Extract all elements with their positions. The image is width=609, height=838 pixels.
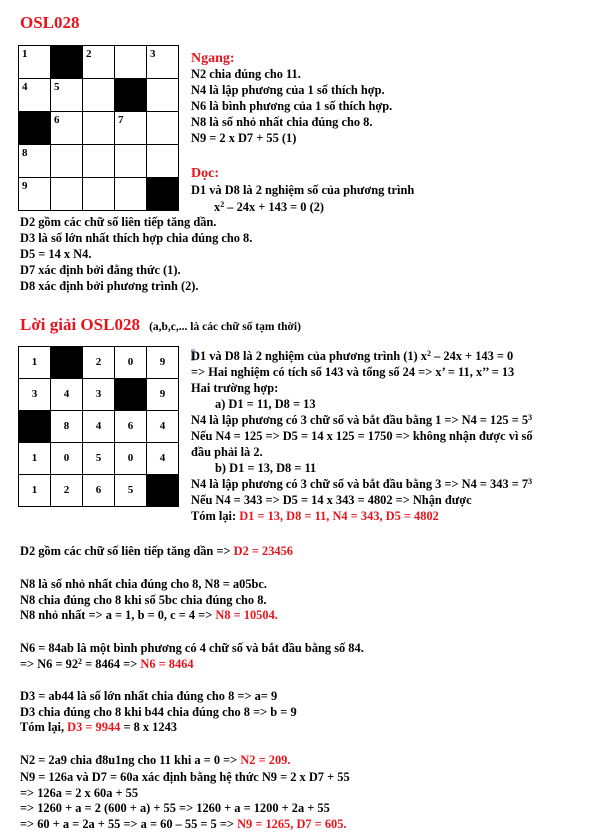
solution-digit: 1 — [19, 443, 51, 475]
solution-row — [19, 411, 179, 443]
solution-grid — [18, 346, 179, 507]
solution-digit: 2 — [83, 347, 115, 379]
d2-section — [20, 545, 293, 557]
clue-line: D7 xác định bởi đẳng thức (1). — [20, 263, 181, 277]
grid-cell — [83, 178, 115, 211]
clue-number: 6 — [54, 114, 60, 126]
analysis-line-7: đầu phải là 2. — [191, 445, 263, 459]
d2-result: D2 = 23456 — [233, 544, 294, 558]
d3-line-2: D3 chia đúng cho 8 khi b44 chia đúng cho 8 => b = 9 — [20, 704, 297, 719]
n9-section — [20, 771, 350, 833]
n9-line-4: => 60 + a = 2a + 55 => a = 60 – 55 = 5 => — [20, 816, 238, 831]
n9-line-3: => 1260 + a = 2 (600 + a) + 55 => 1260 + a = 1200 + 2a + 55 — [20, 801, 330, 815]
clue-line: N6 là bình phương của 1 số thích hợp. — [191, 99, 393, 113]
n6-result: N6 = 8464 — [140, 656, 194, 671]
solution-digit: 6 — [83, 475, 115, 507]
black-cell — [115, 379, 147, 411]
solution-digit: 9 — [147, 347, 179, 379]
n6-line-1: N6 = 84ab là một bình phương có 4 chữ số và bắt đầu bằng số 84. — [20, 641, 364, 655]
solution-digit: 0 — [51, 443, 83, 475]
grid-row — [19, 145, 179, 178]
grid-cell — [115, 178, 147, 211]
solution-digit: 1 — [19, 475, 51, 507]
black-cell — [51, 46, 83, 79]
down-clues — [20, 216, 252, 296]
solution-heading: Lời giải OSL028 — [20, 315, 140, 334]
solution-digit: 8 — [51, 411, 83, 443]
grid-cell — [51, 112, 83, 145]
grid-cell — [83, 145, 115, 178]
down-heading: Dọc: — [191, 166, 219, 181]
analysis — [191, 350, 533, 526]
clue-line: N9 = 2 x D7 + 55 (1) — [191, 131, 297, 145]
n2-text: N2 = 2a9 chia đ8u1ng cho 11 khi a = 0 => — [20, 753, 241, 767]
grid-cell — [115, 145, 147, 178]
grid-cell — [51, 178, 83, 211]
across-heading: Ngang: — [191, 51, 235, 66]
clue-number: 9 — [22, 180, 28, 192]
grid-row — [19, 79, 179, 112]
analysis-line-1-sup: 2 — [426, 349, 431, 358]
solution-digit: 3 — [19, 379, 51, 411]
solution-digit: 9 — [147, 379, 179, 411]
solution-digit: 6 — [115, 411, 147, 443]
n9-line-2: => 126a = 2 x 60a + 55 — [20, 785, 139, 800]
grid-cell — [147, 145, 179, 178]
grid-cell — [83, 46, 115, 79]
analysis-line-8: b) D1 = 13, D8 = 11 — [215, 461, 317, 475]
d3-line-3-rest: = 8 x 1243 — [120, 720, 177, 734]
grid-cell — [19, 46, 51, 79]
grid-cell — [147, 46, 179, 79]
solution-digit: 2 — [51, 475, 83, 507]
grid-cell — [83, 112, 115, 145]
clue-line: D2 gồm các chữ số liên tiếp tăng dần. — [20, 215, 217, 229]
analysis-line-1: D1 và D8 là 2 nghiệm của phương trình (1) x — [191, 349, 427, 363]
down-clue-d1: D1 và D8 là 2 nghiệm số của phương trình — [191, 183, 415, 197]
n8-line-3: N8 nhỏ nhất => a = 1, b = 0, c = 4 => — [20, 608, 216, 622]
clue-line: N4 là lập phương của 1 số thích hợp. — [191, 83, 385, 97]
clue-line: D3 là số lớn nhất thích hợp chia đúng cho 8. — [20, 231, 253, 245]
clue-number: 5 — [54, 81, 60, 93]
analysis-line-1-rest: – 24x + 143 = 0 — [430, 349, 514, 363]
black-cell — [147, 475, 179, 507]
n8-line-2: N8 chia đúng cho 8 khi số 5bc chia đúng cho 8. — [20, 592, 267, 607]
analysis-line-9-sup: 3 — [528, 477, 533, 486]
eq-rest: – 24x + 143 = 0 (2) — [224, 200, 325, 214]
d3-line-1: D3 = ab44 là số lớn nhất chia đúng cho 8 => a= 9 — [20, 689, 278, 703]
d3-section — [20, 690, 297, 737]
grid-cell — [83, 79, 115, 112]
n6-line-2: => N6 = 92 — [20, 656, 79, 671]
grid-row — [19, 178, 179, 211]
solution-digit: 4 — [51, 379, 83, 411]
clue-line: D5 = 14 x N4. — [20, 247, 92, 261]
grid-cell — [147, 79, 179, 112]
n8-result: N8 = 10504. — [215, 608, 278, 622]
solution-digit: 0 — [115, 347, 147, 379]
n6-sup: 2 — [78, 656, 83, 666]
solution-row — [19, 347, 179, 379]
grid-cell — [51, 145, 83, 178]
solution-digit: 5 — [115, 475, 147, 507]
analysis-line-10: Nếu N4 = 343 => D5 = 14 x 343 = 4802 => Nhận được — [191, 493, 472, 507]
grid-cell — [19, 145, 51, 178]
clue-number: 4 — [22, 81, 28, 93]
analysis-line-5-sup: 3 — [528, 413, 533, 422]
down-equation — [214, 201, 324, 213]
analysis-line-3: Hai trường hợp: — [191, 381, 279, 395]
solution-note: (a,b,c,... là các chữ số tạm thời) — [149, 321, 301, 333]
across-clues — [191, 68, 392, 148]
analysis-summary-label: Tóm lại: — [191, 509, 240, 523]
analysis-line-2: => Hai nghiệm có tích số 143 và tổng số 24 => x’ = 11, x’’ = 13 — [191, 365, 515, 379]
black-cell — [51, 347, 83, 379]
black-cell — [19, 411, 51, 443]
grid-cell — [115, 46, 147, 79]
solution-digit: 1 — [19, 347, 51, 379]
d2-text: D2 gồm các chữ số liên tiếp tăng dần => — [20, 544, 234, 558]
clue-number: 8 — [22, 147, 28, 159]
n2-section — [20, 754, 290, 766]
solution-heading-row — [20, 316, 301, 334]
grid-row — [19, 112, 179, 145]
clue-line: N8 là số nhỏ nhất chia đúng cho 8. — [191, 115, 373, 129]
clue-number: 2 — [86, 48, 92, 60]
solution-row — [19, 443, 179, 475]
solution-digit: 3 — [83, 379, 115, 411]
analysis-summary-result: D1 = 13, D8 = 11, N4 = 343, D5 = 4802 — [239, 509, 439, 523]
d3-result: D3 = 9944 — [67, 720, 121, 734]
n8-section — [20, 578, 278, 625]
grid-cell — [19, 79, 51, 112]
solution-digit: 4 — [83, 411, 115, 443]
solution-digit: 4 — [147, 411, 179, 443]
puzzle-title: OSL028 — [20, 13, 80, 32]
crossword-grid — [18, 45, 179, 211]
analysis-line-4: a) D1 = 11, D8 = 13 — [215, 397, 316, 411]
solution-row — [19, 475, 179, 507]
grid-cell — [19, 178, 51, 211]
n9-result: N9 = 1265, D7 = 605. — [237, 816, 347, 831]
grid-row — [19, 46, 179, 79]
n6-line-2-rest: = 8464 => — [82, 656, 141, 671]
n8-line-1: N8 là số nhỏ nhất chia đúng cho 8, N8 = a05bc. — [20, 577, 268, 591]
solution-digit: 5 — [83, 443, 115, 475]
clue-number: 1 — [22, 48, 28, 60]
n9-line-1: N9 = 126a và D7 = 60a xác định bằng hệ thức N9 = 2 x D7 + 55 — [20, 770, 350, 784]
eq-sup: 2 — [220, 200, 225, 209]
clue-line: N2 chia đúng cho 11. — [191, 67, 301, 81]
analysis-line-5: N4 là lập phương có 3 chữ số và bắt đầu bằng 1 => N4 = 125 = 5 — [191, 413, 529, 427]
black-cell — [115, 79, 147, 112]
black-cell — [147, 178, 179, 211]
clue-number: 7 — [118, 114, 124, 126]
n2-result: N2 = 209. — [240, 753, 291, 767]
grid-cell — [115, 112, 147, 145]
solution-row — [19, 379, 179, 411]
clue-number: 3 — [150, 48, 156, 60]
eq-x: x — [214, 200, 221, 214]
analysis-line-6: Nếu N4 = 125 => D5 = 14 x 125 = 1750 => không nhận được vì số — [191, 429, 533, 443]
solution-digit: 0 — [115, 443, 147, 475]
n6-section — [20, 642, 364, 673]
analysis-line-9: N4 là lập phương có 3 chữ số và bắt đầu bằng 3 => N4 = 343 = 7 — [191, 477, 529, 491]
grid-cell — [147, 112, 179, 145]
grid-cell — [51, 79, 83, 112]
black-cell — [19, 112, 51, 145]
d3-line-3: Tóm lại, — [20, 720, 68, 734]
solution-digit: 4 — [147, 443, 179, 475]
clue-line: D8 xác định bởi phương trình (2). — [20, 279, 199, 293]
